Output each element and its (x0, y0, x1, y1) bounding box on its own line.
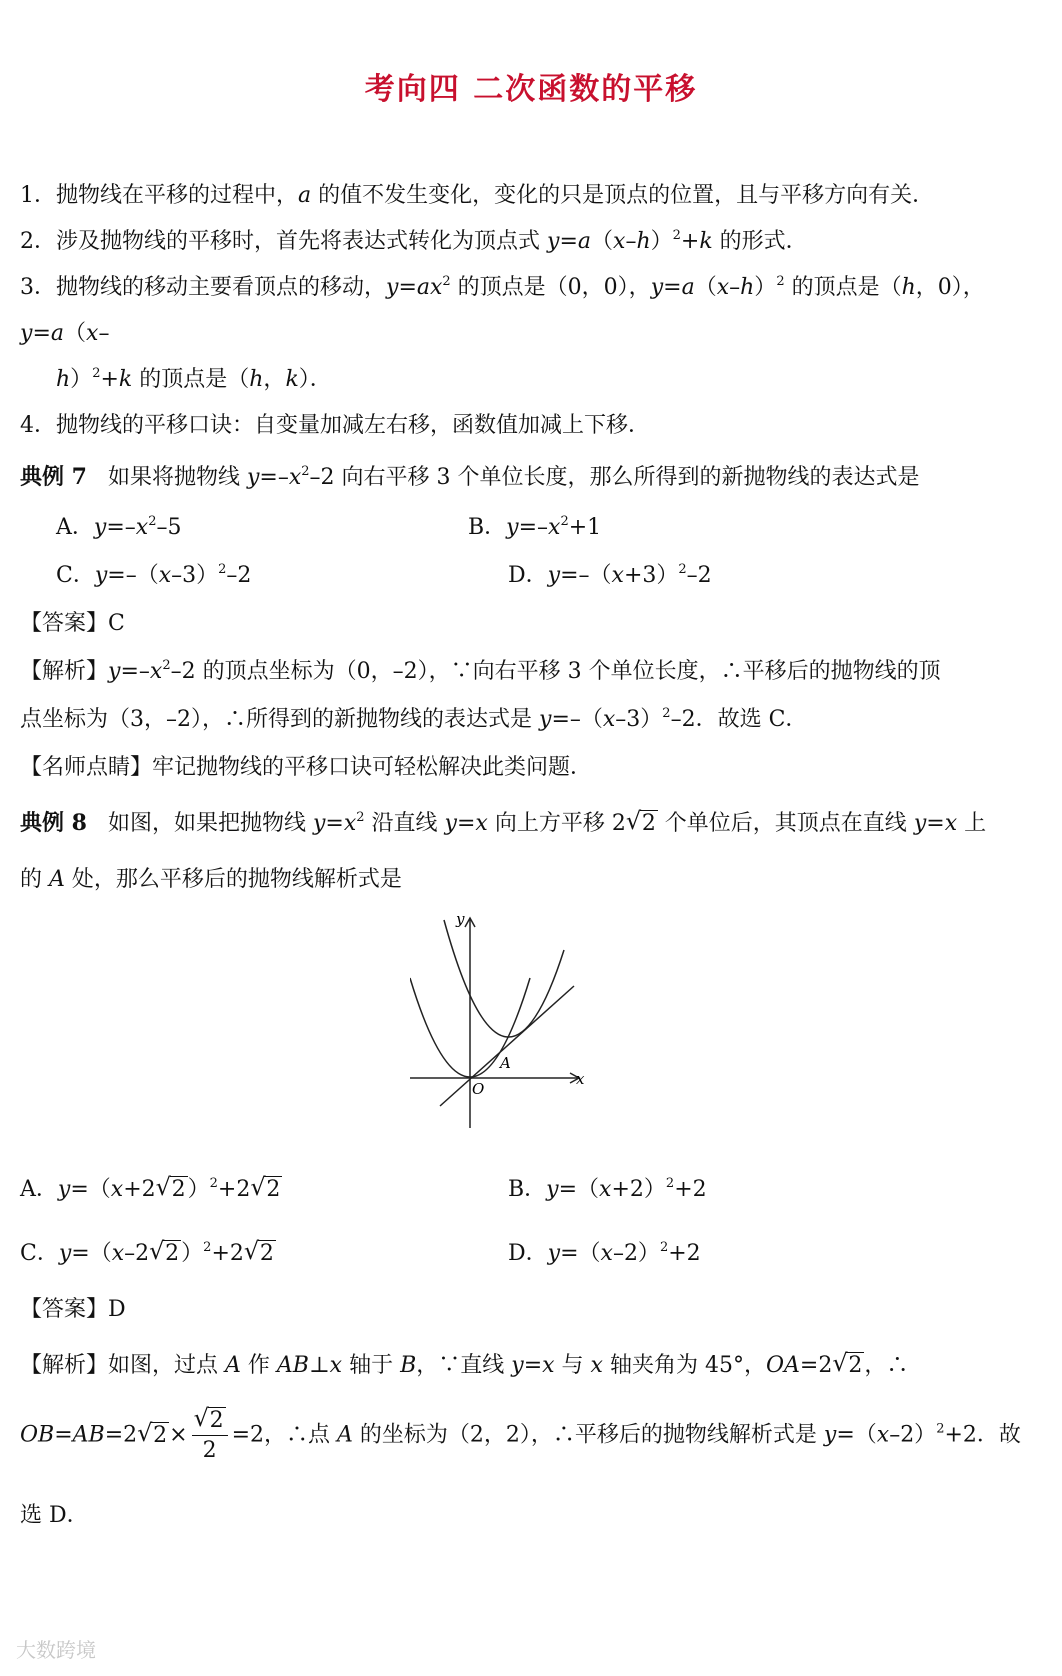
parabola-graph (410, 906, 590, 1136)
point-4: 4．抛物线的平移口诀：自变量加减左右移，函数值加减上下移． (20, 413, 650, 438)
page-title: 考向四 二次函数的平移 (364, 72, 698, 107)
example-8-option-a: A．y=（x+2√ 2）$^2$+2√ 2 (20, 1172, 282, 1203)
example-8-option-d: D．$y=(x-2)^2+2$ (508, 1240, 701, 1266)
point-3-cont2: h）$^2$+k 的顶点是（h，k）． (56, 366, 332, 392)
point-2: 2．涉及抛物线的平移时，首先将表达式转化为顶点式 $y=a(x-h)^2+k$ 的形式． (20, 228, 808, 254)
point-3: 3．抛物线的移动主要看顶点的移动，$y=ax^2$ 的顶点是（0，0），$y=a(x-h)^2$ 的顶点是（h，0）， (20, 274, 985, 300)
point-a-label: A (500, 1054, 511, 1072)
x-axis-label: x (576, 1070, 585, 1088)
example-8-analysis-3: 选 D． (20, 1503, 89, 1528)
example-8-option-b: B．$y=(x+2)^2+2$ (508, 1176, 707, 1202)
example-7-analysis-1: 【解析】$y=-x^2-2$ 的顶点坐标为（0，–2），∵向右平移 3 个单位长度，∴平移后的抛物线的顶 (20, 658, 941, 684)
example-7-option-b: B．$y=-x^2+1$ (468, 514, 602, 540)
example-7-analysis-2: 点坐标为（3，–2），∴所得到的新抛物线的表达式是 $y=-(x-3)^2-2$．故选 C． (20, 706, 808, 732)
example-8-question-2: 的 A 处，那么平移后的抛物线解析式是 (20, 867, 402, 892)
example-8-question-1: 典例 8 如图，如果把抛物线 $y=x^2$ 沿直线 y=x 向上方平移 2√ 2 个单位后，其顶点在直线 y=x 上 (20, 806, 986, 837)
origin-label: O (472, 1080, 485, 1098)
example-8-option-c: C．y=（x–2√ 2）$^2$+2√ 2 (20, 1236, 276, 1267)
shifted-parabola (444, 920, 564, 1037)
example-7-option-c: C．$y=-(x-3)^2-2$ (56, 562, 252, 588)
example-8-analysis-2: OB=AB=2√ 2× √ $\frac{2}{2}$ =2，∴点 A 的坐标为（2，2），∴平移后的抛物线解析式是 $y=(x-2)^2+2$．故 (20, 1408, 1021, 1463)
point-1: 1．抛物线在平移的过程中，a 的值不发生变化，变化的只是顶点的位置，且与平移方向有关． (20, 183, 935, 208)
example-7-option-a: A．$y=-x^2-5$ (56, 514, 182, 540)
example-8-analysis-1: 【解析】如图，过点 A 作 AB⊥x 轴于 B，∵直线 y=x 与 x 轴夹角为 45°，OA=2√ 2，∴ (20, 1348, 908, 1379)
y-axis-label: y (456, 910, 465, 928)
example-7-question: 典例 7 如果将抛物线 $y=-x^2-2$ 向右平移 3 个单位长度，那么所得到的新抛物线的表达式是 (20, 464, 920, 490)
example-7-label: 典例 7 (20, 464, 87, 490)
example-7-option-d: D．$y=-(x+3)^2-2$ (508, 562, 712, 588)
example-8-label: 典例 8 (20, 810, 87, 836)
example-7-tip: 【名师点睛】牢记抛物线的平移口诀可轻松解决此类问题． (20, 755, 593, 780)
line-y-equals-x (440, 986, 574, 1106)
example-7-answer: 【答案】C (20, 611, 125, 636)
point-3-cont: y=a（x– (20, 321, 110, 346)
example-8-answer: 【答案】D (20, 1297, 126, 1322)
watermark: 大数跨境 (16, 1638, 96, 1662)
